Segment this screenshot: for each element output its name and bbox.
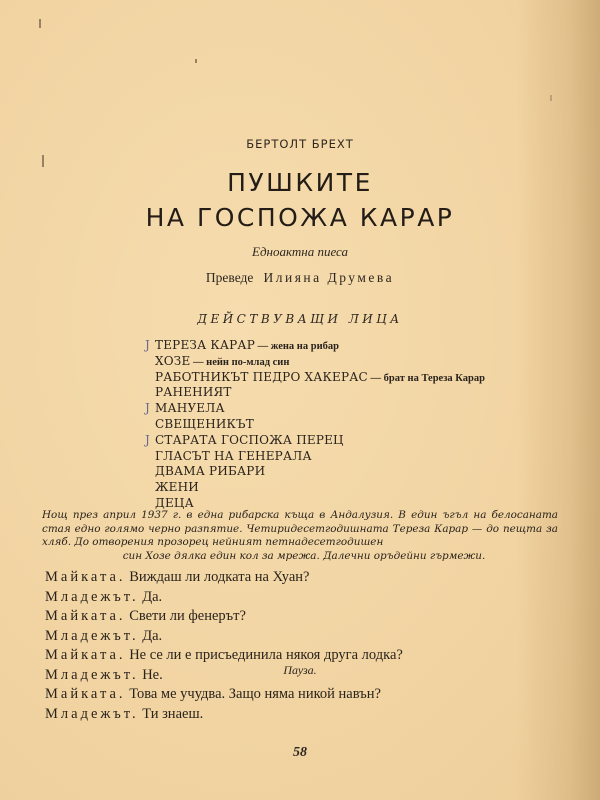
cast-role: ГЛАСЪТ НА ГЕНЕРАЛА: [155, 448, 312, 463]
cast-item: [155, 370, 485, 386]
paper-speck: [195, 59, 197, 63]
speaker-name: Младежът.: [45, 627, 139, 644]
cast-item: [155, 464, 485, 480]
cast-role: РАНЕНИЯТ: [155, 385, 232, 400]
spoken-line: Да.: [138, 627, 163, 644]
spoken-line: Свети ли фенерът?: [125, 608, 246, 624]
stage-direction-last-line: син Хозе дялка един кол за мрежа. Далечни оръдейни гърмежи.: [122, 549, 486, 562]
cast-list: [145, 338, 485, 512]
paper-speck: [550, 95, 552, 101]
spoken-line: Това ме учудва. Защо няма никой навън?: [125, 686, 381, 702]
cast-item: [145, 338, 485, 354]
cast-item: [155, 385, 485, 401]
cast-item: [155, 417, 485, 433]
speaker-name: Младежът.: [45, 666, 139, 683]
cast-role: ХОЗЕ: [155, 353, 191, 368]
cast-role: РАБОТНИКЪТ ПЕДРО ХАКЕРАС: [155, 369, 368, 384]
cast-description: — нейн по-млад син: [190, 356, 290, 368]
pencil-tick-icon: J: [145, 432, 150, 447]
cast-item: [155, 449, 485, 465]
cast-item: [155, 480, 485, 496]
page-number: 58: [293, 745, 307, 760]
cast-role: СВЕЩЕНИКЪТ: [155, 416, 254, 431]
cast-heading: ДЕЙСТВУВАЩИ ЛИЦА: [197, 312, 403, 326]
cast-role: ЖЕНИ: [155, 480, 199, 495]
translator-credit: [0, 270, 600, 286]
spoken-line: Ти знаеш.: [138, 705, 204, 722]
play-title-line-2: НА ГОСПОЖА КАРАР: [145, 203, 455, 232]
stage-direction-pause: Пауза.: [283, 663, 317, 677]
pencil-tick-icon: J: [145, 401, 150, 416]
cast-item: [145, 432, 485, 449]
dialogue-line: [45, 588, 403, 608]
stage-direction: [42, 509, 558, 563]
speaker-name: Майката.: [45, 569, 126, 585]
author-name: БЕРТОЛТ БРЕХТ: [246, 137, 354, 151]
cast-role: ДВАМА РИБАРИ: [155, 464, 266, 479]
spoken-line: Виждаш ли лодката на Хуан?: [125, 569, 310, 585]
cast-description: — брат на Тереза Карар: [367, 372, 485, 384]
dialogue-line: [45, 627, 403, 647]
paper-speck: [39, 19, 41, 28]
cast-role: СТАРАТА ГОСПОЖА ПЕРЕЦ: [155, 432, 344, 447]
spoken-line: Да.: [138, 588, 163, 605]
speaker-name: Майката.: [45, 647, 126, 663]
cast-description: — жена на рибар: [255, 341, 339, 352]
cast-role: ТЕРЕЗА КАРАР: [155, 338, 255, 352]
dialogue-block-2: [45, 685, 381, 724]
play-subtitle: Едноактна пиеса: [252, 244, 348, 259]
cast-role: МАНУЕЛА: [155, 401, 225, 416]
paper-speck: [42, 155, 44, 167]
dialogue-line: [45, 685, 381, 705]
dialogue-line: [45, 705, 381, 725]
cast-role: ДЕЦА: [155, 495, 194, 510]
speaker-name: Младежът.: [45, 705, 139, 722]
pencil-tick-icon: J: [145, 338, 150, 352]
speaker-name: Младежът.: [45, 588, 139, 605]
stage-direction-text: Нощ през април 1937 г. в една рибарска къща в Андалузия. В един ъгъл на белосаната стая едно голямо черно разпятие. Четиридесетгодишната Тереза Карар — до пещта за хляб. До отворения прозорец нейният петнадесетгодишен: [42, 509, 558, 548]
dialogue-line: [45, 568, 403, 588]
spoken-line: Не.: [138, 666, 163, 683]
spoken-line: Не се ли е присъединила някоя друга лодка?: [125, 647, 403, 663]
translator-name: Илияна Друмева: [263, 270, 395, 285]
dialogue-line: [45, 607, 403, 627]
cast-item: [145, 401, 485, 417]
translator-prefix: Преведе: [205, 270, 254, 285]
speaker-name: Майката.: [45, 608, 126, 624]
cast-item: [155, 354, 485, 370]
play-title-line-1: ПУШКИТЕ: [227, 168, 373, 197]
speaker-name: Майката.: [45, 686, 126, 702]
